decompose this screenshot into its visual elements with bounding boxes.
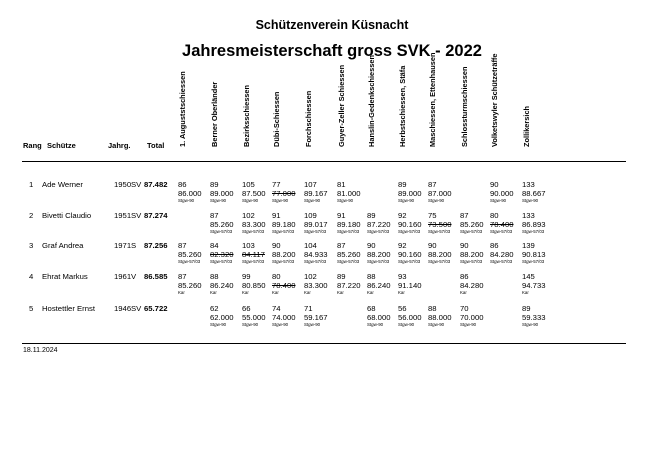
column-header: Forchschiessen: [304, 90, 313, 147]
weighted-points: 87.500: [242, 189, 266, 198]
category: SV: [131, 304, 142, 313]
score-cell: [272, 272, 296, 296]
score-cell: [398, 272, 422, 296]
column-header: Zollikersich: [522, 105, 531, 147]
column-header: Volketswyler Schützeträffe: [490, 53, 499, 147]
raw-points: 86: [460, 272, 469, 281]
weapon-label: Stgw-57/03: [242, 229, 265, 234]
weighted-points: 89.180: [337, 220, 361, 229]
header-jahrg: Jahrg.: [108, 141, 131, 150]
score-cell: [428, 241, 452, 265]
column-header: Herbstschiessen, Stäfa: [398, 65, 407, 147]
score-cell: [337, 272, 361, 296]
weapon-label: Kar: [522, 290, 529, 295]
raw-points: 102: [242, 211, 255, 220]
shooter-name: Ade Werner: [42, 180, 83, 189]
weapon-label: Stgw-57/03: [460, 229, 483, 234]
score-cell: [210, 272, 234, 296]
weapon-label: Stgw-57/03: [367, 259, 390, 264]
score-cell: [272, 304, 296, 328]
rank-cell: 4: [29, 272, 34, 281]
weighted-points: 78.400: [272, 281, 296, 290]
weighted-points: 85.260: [460, 220, 484, 229]
weighted-points: 88.200: [460, 250, 484, 259]
shooter-name: Graf Andrea: [42, 241, 84, 250]
weighted-points: 70.000: [460, 313, 484, 322]
weighted-points: 87.220: [367, 220, 391, 229]
weighted-points: 91.140: [398, 281, 422, 290]
weapon-label: Kar: [460, 290, 467, 295]
score-cell: [337, 211, 361, 235]
raw-points: 92: [398, 241, 407, 250]
weapon-label: Stgw-57/03: [337, 259, 360, 264]
weighted-points: 89.000: [210, 189, 234, 198]
weapon-label: Stgw-90: [272, 198, 289, 203]
rank-cell: 2: [29, 211, 34, 220]
footer-date: 18.11.2024: [23, 347, 58, 354]
weighted-points: 86.893: [522, 220, 546, 229]
weighted-points: 88.000: [428, 313, 452, 322]
raw-points: 86: [178, 180, 187, 189]
weapon-label: Stgw-90: [178, 198, 195, 203]
raw-points: 89: [367, 211, 376, 220]
weapon-label: Stgw-57/03: [272, 229, 295, 234]
weapon-label: Kar: [272, 290, 279, 295]
column-header: Bezirksschiessen: [242, 84, 251, 147]
raw-points: 71: [304, 304, 313, 313]
raw-points: 87: [178, 272, 187, 281]
raw-points: 139: [522, 241, 535, 250]
score-cell: [304, 241, 328, 265]
total-score: 86.585: [144, 272, 168, 281]
weapon-label: Stgw-90: [367, 322, 384, 327]
raw-points: 81: [337, 180, 346, 189]
birth-year: 1946: [114, 304, 132, 313]
header-rang: Rang: [23, 141, 42, 150]
score-cell: [398, 241, 422, 265]
raw-points: 88: [367, 272, 376, 281]
score-cell: [522, 272, 546, 296]
raw-points: 92: [398, 211, 407, 220]
score-cell: [428, 180, 452, 204]
weighted-points: 90.000: [490, 189, 514, 198]
total-score: 65.722: [144, 304, 168, 313]
raw-points: 89: [337, 272, 346, 281]
total-score: 87.274: [144, 211, 168, 220]
raw-points: 74: [272, 304, 281, 313]
weapon-label: Stgw-90: [242, 198, 259, 203]
raw-points: 105: [242, 180, 255, 189]
weapon-label: Stgw-57/03: [304, 259, 327, 264]
footer-rule: [22, 343, 626, 344]
weighted-points: 89.180: [272, 220, 296, 229]
birth-year: 1961: [114, 272, 132, 281]
score-cell: [178, 180, 202, 204]
raw-points: 99: [242, 272, 251, 281]
score-cell: [178, 272, 202, 296]
weighted-points: 73.500: [428, 220, 452, 229]
shooter-name: Bivetti Claudio: [42, 211, 92, 220]
weapon-label: Stgw-57/03: [490, 229, 513, 234]
weapon-label: Stgw-90: [210, 322, 227, 327]
column-header: 1. Auguststschiessen: [178, 71, 187, 147]
weapon-label: Stgw-57/03: [242, 259, 265, 264]
weapon-label: Kar: [337, 290, 344, 295]
score-cell: [367, 241, 391, 265]
score-cell: [210, 241, 234, 265]
raw-points: 93: [398, 272, 407, 281]
weapon-label: Stgw-57/03: [428, 259, 451, 264]
category: SV: [131, 211, 142, 220]
shooter-name: Hostettler Ernst: [42, 304, 95, 313]
score-cell: [242, 211, 266, 235]
score-cell: [178, 241, 202, 265]
raw-points: 90: [428, 241, 437, 250]
weapon-label: Stgw-57/03: [178, 259, 201, 264]
weapon-label: Stgw-57/03: [398, 259, 421, 264]
weapon-label: Stgw-90: [242, 322, 259, 327]
weighted-points: 84.117: [242, 250, 265, 259]
column-header: Guyer-Zeller Schiessen: [337, 64, 346, 147]
weighted-points: 88.667: [522, 189, 546, 198]
weapon-label: Stgw-57/03: [490, 259, 513, 264]
score-cell: [210, 180, 234, 204]
weighted-points: 80.850: [242, 281, 266, 290]
weapon-label: Stgw-90: [304, 322, 321, 327]
score-cell: [490, 211, 514, 235]
raw-points: 80: [272, 272, 281, 281]
raw-points: 103: [242, 241, 255, 250]
raw-points: 88: [428, 304, 437, 313]
score-cell: [367, 211, 391, 235]
header-total: Total: [147, 141, 165, 150]
page-title: Jahresmeisterschaft gross SVK - 2022: [182, 42, 482, 60]
weapon-label: Stgw-57/03: [428, 229, 451, 234]
weighted-points: 90.160: [398, 250, 422, 259]
weapon-label: Stgw-90: [337, 198, 354, 203]
raw-points: 90: [490, 180, 499, 189]
column-header: Schlossturmschiessen: [460, 66, 469, 147]
raw-points: 89: [210, 180, 219, 189]
raw-points: 66: [242, 304, 251, 313]
score-cell: [460, 241, 484, 265]
raw-points: 84: [210, 241, 219, 250]
weighted-points: 81.000: [337, 189, 361, 198]
weapon-label: Stgw-90: [522, 198, 539, 203]
column-header: Berner Oberländer: [210, 81, 219, 147]
weapon-label: Stgw-90: [398, 322, 415, 327]
weapon-label: Stgw-90: [428, 198, 445, 203]
score-cell: [242, 304, 266, 328]
weighted-points: 59.167: [304, 313, 328, 322]
shooter-name: Ehrat Markus: [42, 272, 88, 281]
raw-points: 91: [337, 211, 346, 220]
score-cell: [304, 211, 328, 235]
weighted-points: 90.813: [522, 250, 546, 259]
raw-points: 90: [460, 241, 469, 250]
raw-points: 90: [272, 241, 281, 250]
raw-points: 87: [460, 211, 469, 220]
weighted-points: 62.000: [210, 313, 234, 322]
weapon-label: Kar: [178, 290, 185, 295]
weapon-label: Stgw-57/03: [460, 259, 483, 264]
category: SV: [131, 180, 142, 189]
weapon-label: Kar: [210, 290, 217, 295]
score-cell: [272, 241, 296, 265]
raw-points: 80: [490, 211, 499, 220]
weighted-points: 88.200: [272, 250, 296, 259]
column-header: Dübi-Schiessen: [272, 91, 281, 147]
score-cell: [242, 272, 266, 296]
score-cell: [398, 180, 422, 204]
weighted-points: 85.260: [337, 250, 361, 259]
score-cell: [522, 211, 546, 235]
weighted-points: 90.160: [398, 220, 422, 229]
weighted-points: 78.400: [490, 220, 514, 229]
score-cell: [428, 211, 452, 235]
weighted-points: 85.260: [178, 250, 202, 259]
score-cell: [304, 272, 328, 296]
weighted-points: 94.733: [522, 281, 546, 290]
weapon-label: Kar: [398, 290, 405, 295]
weighted-points: 87.000: [428, 189, 452, 198]
weighted-points: 89.000: [398, 189, 422, 198]
score-cell: [398, 211, 422, 235]
column-header: Hanslin-Gedenkschiessen: [367, 54, 376, 147]
weapon-label: Stgw-57/03: [522, 229, 545, 234]
score-cell: [304, 180, 328, 204]
raw-points: 104: [304, 241, 317, 250]
weapon-label: Stgw-57/03: [398, 229, 421, 234]
raw-points: 88: [210, 272, 219, 281]
total-score: 87.482: [144, 180, 168, 189]
weighted-points: 85.260: [210, 220, 234, 229]
weapon-label: Stgw-57/03: [337, 229, 360, 234]
weighted-points: 86.240: [210, 281, 234, 290]
rank-cell: 3: [29, 241, 34, 250]
score-cell: [428, 304, 452, 328]
weighted-points: 84.280: [460, 281, 484, 290]
raw-points: 62: [210, 304, 219, 313]
weighted-points: 85.260: [178, 281, 202, 290]
score-cell: [337, 241, 361, 265]
raw-points: 56: [398, 304, 407, 313]
score-cell: [460, 211, 484, 235]
raw-points: 90: [367, 241, 376, 250]
score-cell: [490, 241, 514, 265]
weighted-points: 88.200: [367, 250, 391, 259]
raw-points: 89: [522, 304, 531, 313]
weighted-points: 88.200: [428, 250, 452, 259]
weighted-points: 59.333: [522, 313, 546, 322]
raw-points: 102: [304, 272, 317, 281]
club-name: Schützenverein Küsnacht: [255, 18, 409, 32]
weapon-label: Stgw-57/03: [367, 229, 390, 234]
score-cell: [522, 304, 546, 328]
weapon-label: Kar: [304, 290, 311, 295]
score-cell: [460, 304, 484, 328]
weighted-points: 86.240: [367, 281, 391, 290]
weighted-points: 55.000: [242, 313, 266, 322]
weighted-points: 68.000: [367, 313, 391, 322]
raw-points: 77: [272, 180, 281, 189]
raw-points: 70: [460, 304, 469, 313]
weighted-points: 89.167: [304, 189, 328, 198]
weighted-points: 84.280: [490, 250, 514, 259]
raw-points: 91: [272, 211, 281, 220]
weapon-label: Stgw-90: [490, 198, 507, 203]
weighted-points: 87.220: [337, 281, 361, 290]
score-cell: [398, 304, 422, 328]
weapon-label: Stgw-90: [272, 322, 289, 327]
header-rule: [22, 161, 626, 162]
raw-points: 86: [490, 241, 499, 250]
weighted-points: 83.300: [304, 281, 328, 290]
raw-points: 75: [428, 211, 437, 220]
score-cell: [272, 180, 296, 204]
weapon-label: Kar: [242, 290, 249, 295]
score-cell: [522, 180, 546, 204]
score-cell: [367, 272, 391, 296]
score-cell: [490, 180, 514, 204]
birth-year: 1950: [114, 180, 132, 189]
score-cell: [242, 241, 265, 265]
weapon-label: Stgw-57/03: [304, 229, 327, 234]
raw-points: 87: [210, 211, 219, 220]
score-cell: [210, 304, 234, 328]
score-cell: [242, 180, 266, 204]
weapon-label: Stgw-90: [304, 198, 321, 203]
header-schuetze: Schütze: [47, 141, 76, 150]
weapon-label: Stgw-90: [460, 322, 477, 327]
weighted-points: 83.300: [242, 220, 266, 229]
score-cell: [367, 304, 391, 328]
raw-points: 109: [304, 211, 317, 220]
category: V: [131, 272, 137, 281]
weapon-label: Stgw-90: [398, 198, 415, 203]
weapon-label: Stgw-90: [522, 322, 539, 327]
weighted-points: 84.933: [304, 250, 328, 259]
weighted-points: 89.017: [304, 220, 328, 229]
raw-points: 87: [178, 241, 187, 250]
score-cell: [460, 272, 484, 296]
birth-year: 1951: [114, 211, 132, 220]
score-cell: [272, 211, 296, 235]
weighted-points: 77.000: [272, 189, 296, 198]
raw-points: 145: [522, 272, 535, 281]
score-cell: [210, 211, 234, 235]
raw-points: 89: [398, 180, 407, 189]
weapon-label: Stgw-57/03: [210, 259, 233, 264]
score-cell: [522, 241, 546, 265]
column-header: Maschiessen, Ettenhausen: [428, 52, 437, 147]
birth-year: 1971: [114, 241, 132, 250]
rank-cell: 5: [29, 304, 34, 313]
score-cell: [337, 180, 361, 204]
rank-cell: 1: [29, 180, 34, 189]
weapon-label: Stgw-90: [210, 198, 227, 203]
weighted-points: 56.000: [398, 313, 422, 322]
total-score: 87.256: [144, 241, 168, 250]
weapon-label: Stgw-57/03: [272, 259, 295, 264]
weapon-label: Kar: [367, 290, 374, 295]
raw-points: 133: [522, 211, 535, 220]
score-cell: [304, 304, 328, 328]
raw-points: 107: [304, 180, 317, 189]
weapon-label: Stgw-57/03: [210, 229, 233, 234]
weighted-points: 74.000: [272, 313, 296, 322]
weapon-label: Stgw-57/03: [522, 259, 545, 264]
weighted-points: 86.000: [178, 189, 202, 198]
raw-points: 133: [522, 180, 535, 189]
weapon-label: Stgw-90: [428, 322, 445, 327]
category: S: [131, 241, 137, 250]
raw-points: 68: [367, 304, 376, 313]
raw-points: 87: [428, 180, 437, 189]
weighted-points: 82.320: [210, 250, 234, 259]
raw-points: 87: [337, 241, 346, 250]
